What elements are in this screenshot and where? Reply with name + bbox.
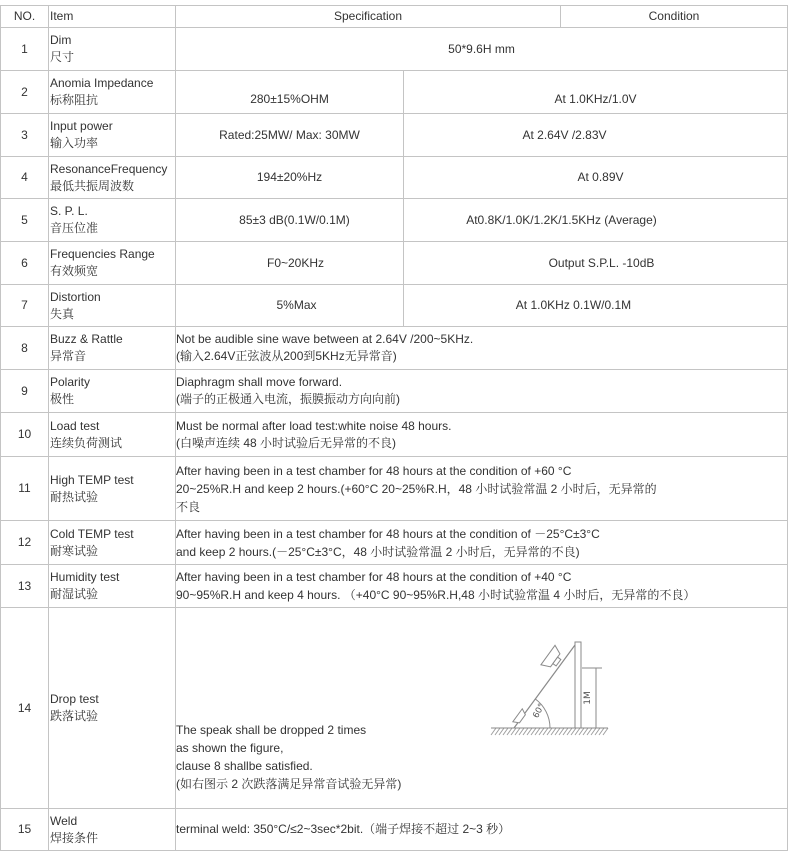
drop-post bbox=[575, 642, 581, 728]
row-13-no-cell bbox=[1, 565, 49, 608]
row-6-item-cn: 有效频宽 bbox=[50, 264, 99, 278]
header-item-cell bbox=[49, 6, 176, 28]
spec-table bbox=[0, 5, 788, 851]
row-2-item-cell bbox=[49, 71, 176, 114]
row-8-item-en: Buzz & Rattle bbox=[50, 332, 123, 346]
row-12-item-cn: 耐寒试验 bbox=[50, 543, 99, 558]
row-6-condition-cell bbox=[404, 242, 788, 285]
row-10-item bbox=[50, 418, 122, 452]
row-6-spec-cell bbox=[176, 242, 404, 285]
row-4-item bbox=[50, 161, 167, 195]
row-2-item-en: Anomia Impedance bbox=[50, 76, 154, 90]
row-10-spec-line: Must be normal after load test:white noise 48 hours. bbox=[176, 418, 452, 433]
speaker-bottom-icon bbox=[513, 709, 527, 725]
row-14-spec bbox=[176, 721, 401, 793]
row-4-no-cell bbox=[1, 157, 49, 199]
row-3-spec: Rated:25MW/ Max: 30MW bbox=[219, 127, 360, 142]
row-14-item bbox=[50, 691, 99, 725]
row-8-spec-cell bbox=[176, 327, 788, 370]
row-5-item bbox=[50, 203, 98, 237]
row-2-spec-cell bbox=[176, 71, 404, 114]
row-14-item-cn: 跌落试验 bbox=[50, 709, 99, 723]
row-14-item-en: Drop test bbox=[50, 692, 99, 706]
angle-label: 60° bbox=[531, 702, 548, 721]
row-11-spec-line: 不良 bbox=[176, 499, 201, 514]
row-5-item-cn: 音压位准 bbox=[50, 221, 99, 235]
row-1-no: 1 bbox=[21, 41, 28, 56]
row-11-item-cn: 耐热试验 bbox=[50, 489, 99, 504]
row-10-no: 10 bbox=[17, 427, 32, 441]
row-14-no-cell bbox=[1, 608, 49, 809]
row-9-item-en: Polarity bbox=[50, 375, 91, 389]
row-7-item-en: Distortion bbox=[50, 289, 101, 304]
row-11-item-cell bbox=[49, 457, 176, 521]
row-6-item-cell bbox=[49, 242, 176, 285]
row-2-condition: At 1.0KHz/1.0V bbox=[554, 91, 637, 106]
row-11-item-en: High TEMP test bbox=[50, 472, 134, 487]
row-15-item-en: Weld bbox=[50, 813, 78, 828]
row-2-no-cell bbox=[1, 71, 49, 114]
row-8-no-cell bbox=[1, 327, 49, 370]
row-1-item-cn: 尺寸 bbox=[50, 50, 75, 64]
ground-hatch bbox=[491, 728, 608, 735]
row-7-condition: At 1.0KHz 0.1W/0.1M bbox=[515, 298, 632, 312]
row-10-item-cn: 连续负荷测试 bbox=[50, 435, 123, 450]
header-item: Item bbox=[50, 9, 74, 23]
row-11-spec-line: After having been in a test chamber for 48 hours at the condition of +60 °C bbox=[176, 463, 572, 478]
row-15-spec bbox=[176, 821, 510, 838]
row-6-spec: F0~20KHz bbox=[266, 255, 325, 270]
row-12-no-cell bbox=[1, 521, 49, 565]
speaker-top-icon bbox=[541, 645, 566, 672]
row-12-spec-line: After having been in a test chamber for 48 hours at the condition of －25°C±3°C bbox=[176, 526, 600, 541]
row-10-item-cell bbox=[49, 413, 176, 457]
row-3-item-cn: 输入功率 bbox=[50, 136, 99, 150]
row-1-spec-cell bbox=[176, 28, 788, 71]
row-14-spec-line: as shown the figure, bbox=[176, 741, 284, 755]
row-8-spec-line: (输入2.64V正弦波从200到5KHz无异常音) bbox=[176, 349, 397, 363]
row-7-no-cell bbox=[1, 285, 49, 327]
row-11-spec-line: 20~25%R.H and keep 2 hours.(+60°C 20~25%R.H，48 小时试验常温 2 小时后，无异常的 bbox=[176, 481, 657, 496]
row-10-spec-line: (白噪声连续 48 小时试验后无异常的不良) bbox=[176, 435, 397, 450]
row-4-no: 4 bbox=[21, 170, 28, 184]
row-7-item-cn: 失真 bbox=[50, 306, 75, 321]
row-13-item-cn: 耐湿试验 bbox=[50, 587, 99, 601]
row-13-spec-line: After having been in a test chamber for 48 hours at the condition of +40 °C bbox=[176, 570, 572, 584]
row-10-spec-cell bbox=[176, 413, 788, 457]
row-4-item-en: ResonanceFrequency bbox=[50, 161, 168, 176]
row-15-item-cell bbox=[49, 809, 176, 851]
row-3-condition-cell bbox=[404, 114, 788, 157]
row-3-no: 3 bbox=[21, 127, 28, 142]
row-7-item bbox=[50, 289, 101, 323]
row-5-no-cell bbox=[1, 199, 49, 242]
height-label: 1M bbox=[583, 691, 593, 705]
row-15-no: 15 bbox=[17, 822, 32, 836]
row-15-spec-cell bbox=[176, 809, 788, 851]
header-condition: Condition bbox=[648, 9, 700, 23]
row-14-spec-line: The speak shall be dropped 2 times bbox=[176, 723, 367, 737]
row-12-no: 12 bbox=[17, 535, 32, 549]
row-7-item-cell bbox=[49, 285, 176, 327]
row-2-no: 2 bbox=[21, 84, 28, 99]
row-11-spec bbox=[176, 462, 657, 516]
row-7-spec: 5%Max bbox=[276, 298, 317, 312]
row-3-condition: At 2.64V /2.83V bbox=[522, 127, 607, 142]
row-11-spec-cell bbox=[176, 457, 788, 521]
header-no-cell bbox=[1, 6, 49, 28]
row-12-spec bbox=[176, 525, 600, 561]
row-4-item-cn: 最低共振周波数 bbox=[50, 178, 135, 193]
row-9-item bbox=[50, 374, 90, 408]
row-9-no-cell bbox=[1, 370, 49, 413]
row-4-spec-cell bbox=[176, 157, 404, 199]
row-5-condition: At0.8K/1.0K/1.2K/1.5KHz (Average) bbox=[466, 212, 657, 227]
row-10-no-cell bbox=[1, 413, 49, 457]
header-specification: Specification bbox=[333, 9, 403, 23]
row-6-item bbox=[50, 246, 155, 280]
row-14-spec-cell bbox=[176, 608, 788, 809]
row-5-spec: 85±3 dB(0.1W/0.1M) bbox=[239, 212, 350, 227]
row-8-spec bbox=[176, 331, 473, 365]
row-7-no: 7 bbox=[21, 298, 28, 312]
row-12-item-cell bbox=[49, 521, 176, 565]
speaker-bottom-cone bbox=[513, 709, 527, 725]
row-13-item-en: Humidity test bbox=[50, 570, 120, 584]
row-1-no-cell bbox=[1, 28, 49, 71]
row-3-item-en: Input power bbox=[50, 119, 113, 133]
row-6-no: 6 bbox=[21, 255, 28, 270]
row-3-item bbox=[50, 118, 113, 152]
header-no: NO. bbox=[13, 9, 36, 23]
row-2-condition-cell bbox=[404, 71, 788, 114]
row-2-item-cn: 标称阻抗 bbox=[50, 93, 99, 107]
row-8-item-cell bbox=[49, 327, 176, 370]
row-13-spec-line: 90~95%R.H and keep 4 hours. （+40°C 90~95%R.H,48 小时试验常温 4 小时后，无异常的不良） bbox=[176, 588, 696, 602]
row-3-no-cell bbox=[1, 114, 49, 157]
row-8-item bbox=[50, 331, 123, 365]
row-5-spec-cell bbox=[176, 199, 404, 242]
row-9-spec-line: Diaphragm shall move forward. bbox=[176, 375, 343, 389]
row-12-item-en: Cold TEMP test bbox=[50, 526, 134, 541]
header-condition-cell bbox=[561, 6, 788, 28]
row-8-item-cn: 异常音 bbox=[50, 349, 87, 363]
row-8-spec-line: Not be audible sine wave between at 2.64V /200~5KHz. bbox=[176, 332, 474, 346]
row-6-condition: Output S.P.L. -10dB bbox=[548, 255, 655, 270]
row-9-no: 9 bbox=[21, 383, 28, 398]
row-6-item-en: Frequencies Range bbox=[50, 247, 155, 261]
row-13-spec bbox=[176, 568, 695, 604]
row-12-spec-line: and keep 2 hours.(－25°C±3°C，48 小时试验常温 2 小时后，无异常的不良) bbox=[176, 544, 580, 559]
row-5-item-en: S. P. L. bbox=[50, 204, 88, 218]
row-15-item-cn: 焊接条件 bbox=[50, 830, 99, 845]
row-1-item-cell bbox=[49, 28, 176, 71]
row-5-condition-cell bbox=[404, 199, 788, 242]
row-2-spec: 280±15%OHM bbox=[250, 91, 329, 106]
row-6-no-cell bbox=[1, 242, 49, 285]
row-9-spec bbox=[176, 374, 400, 408]
row-11-no-cell bbox=[1, 457, 49, 521]
row-4-spec: 194±20%Hz bbox=[256, 170, 323, 184]
row-13-spec-cell bbox=[176, 565, 788, 608]
row-14-spec-line: clause 8 shallbe satisfied. bbox=[176, 759, 313, 773]
row-9-spec-cell bbox=[176, 370, 788, 413]
row-7-condition-cell bbox=[404, 285, 788, 327]
row-9-item-cell bbox=[49, 370, 176, 413]
row-1-spec: 50*9.6H mm bbox=[448, 41, 515, 56]
row-14-spec-line: (如右图示 2 次跌落满足异常音试验无异常) bbox=[176, 777, 402, 791]
row-9-spec-line: (端子的正极通入电流，振膜振动方向向前) bbox=[176, 392, 400, 406]
row-15-spec-line: terminal weld: 350°C/≤2~3sec*2bit.（端子焊接不超过 2~3 秒） bbox=[176, 822, 511, 836]
row-3-item-cell bbox=[49, 114, 176, 157]
row-5-item-cell bbox=[49, 199, 176, 242]
row-3-spec-cell bbox=[176, 114, 404, 157]
row-13-no: 13 bbox=[17, 578, 32, 593]
row-10-item-en: Load test bbox=[50, 418, 100, 433]
row-15-no-cell bbox=[1, 809, 49, 851]
row-14-no: 14 bbox=[17, 700, 32, 715]
row-5-no: 5 bbox=[21, 212, 28, 227]
row-1-item-en: Dim bbox=[50, 33, 72, 47]
row-14-item-cell bbox=[49, 608, 176, 809]
row-11-no: 11 bbox=[18, 481, 31, 495]
row-4-condition: At 0.89V bbox=[577, 170, 624, 184]
row-8-no: 8 bbox=[21, 340, 28, 355]
row-7-spec-cell bbox=[176, 285, 404, 327]
row-4-condition-cell bbox=[404, 157, 788, 199]
row-1-item bbox=[50, 32, 74, 66]
drop-test-figure bbox=[490, 636, 610, 740]
row-12-spec-cell bbox=[176, 521, 788, 565]
row-12-item bbox=[50, 526, 134, 560]
row-9-item-cn: 极性 bbox=[50, 392, 75, 406]
row-13-item bbox=[50, 569, 119, 603]
row-11-item bbox=[50, 472, 134, 506]
row-4-item-cell bbox=[49, 157, 176, 199]
row-10-spec bbox=[176, 418, 451, 452]
row-15-item bbox=[50, 813, 98, 847]
header-specification-cell bbox=[176, 6, 561, 28]
row-13-item-cell bbox=[49, 565, 176, 608]
row-2-item bbox=[50, 75, 153, 109]
